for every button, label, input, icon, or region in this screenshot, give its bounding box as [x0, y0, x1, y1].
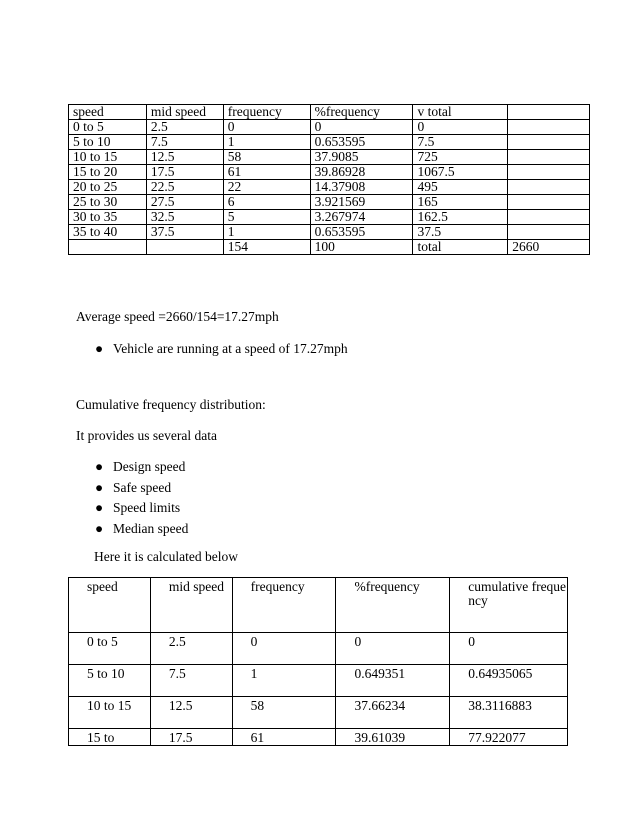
table-cell: 0 to 5 — [69, 120, 147, 135]
table-header-cell: %frequency — [336, 578, 450, 633]
table-cell: 10 to 15 — [69, 697, 151, 729]
table-cell: 3.267974 — [310, 210, 413, 225]
table-cell: 495 — [413, 180, 508, 195]
table-cell: 7.5 — [150, 665, 232, 697]
cumulative-heading: Cumulative frequency distribution: — [76, 397, 266, 412]
data-bullet-list — [95, 457, 188, 540]
table-cell: 3.921569 — [310, 195, 413, 210]
table-cell: 17.5 — [146, 165, 223, 180]
table-cell: 20 to 25 — [69, 180, 147, 195]
table-cell: 37.9085 — [310, 150, 413, 165]
table-cell: 38.3116883 — [450, 697, 568, 729]
cumulative-table-body — [69, 578, 568, 746]
bullet-icon: ● — [95, 479, 104, 495]
table-cell: 0.653595 — [310, 225, 413, 240]
table-cell: 15 to — [69, 729, 151, 746]
table-header-cell: speed — [69, 105, 147, 120]
table-cell: 2.5 — [146, 120, 223, 135]
table-cell: 100 — [310, 240, 413, 255]
table-cell: 0 — [450, 633, 568, 665]
table-cell: 25 to 30 — [69, 195, 147, 210]
table-cell: 12.5 — [150, 697, 232, 729]
table-cell: 6 — [223, 195, 310, 210]
table-cell: 0.653595 — [310, 135, 413, 150]
calculated-line: Here it is calculated below — [94, 549, 238, 564]
table-cell: 2660 — [508, 240, 590, 255]
table-cell: 35 to 40 — [69, 225, 147, 240]
list-item-text: Design speed — [113, 459, 186, 474]
list-item — [95, 478, 188, 499]
table-cell: 5 to 10 — [69, 665, 151, 697]
table-cell: 2.5 — [150, 633, 232, 665]
list-item-text: Safe speed — [113, 479, 172, 495]
table-cell: 1 — [223, 135, 310, 150]
list-item-text: Vehicle are running at a speed of 17.27mph — [113, 341, 348, 356]
table-cell: 17.5 — [150, 729, 232, 746]
table-header-cell: mid speed — [146, 105, 223, 120]
table-cell — [508, 150, 590, 165]
table-header-cell: speed — [69, 578, 151, 633]
table-cell: 0.649351 — [336, 665, 450, 697]
list-item — [95, 519, 188, 540]
table-cell: 165 — [413, 195, 508, 210]
list-item-text: Median speed — [113, 521, 189, 537]
bullet-icon: ● — [95, 521, 104, 537]
table-cell: 0 to 5 — [69, 633, 151, 665]
list-item — [95, 498, 188, 519]
table-cell: 39.61039 — [336, 729, 450, 746]
table-header-cell — [508, 105, 590, 120]
table-header-cell: mid speed — [150, 578, 232, 633]
table-cell: 10 to 15 — [69, 150, 147, 165]
table-cell: 0 — [413, 120, 508, 135]
table-cell — [508, 195, 590, 210]
table-cell: 39.86928 — [310, 165, 413, 180]
table-cell: 77.922077 — [450, 729, 568, 746]
table-header-cell: frequency — [232, 578, 336, 633]
provides-line: It provides us several data — [76, 428, 217, 443]
table-cell: 725 — [413, 150, 508, 165]
table-cell: 154 — [223, 240, 310, 255]
table-cell: 15 to 20 — [69, 165, 147, 180]
table-cell: 58 — [223, 150, 310, 165]
average-bullet-list — [95, 339, 348, 360]
table-header-row — [69, 578, 568, 633]
list-item — [95, 457, 188, 478]
table-row — [69, 135, 590, 150]
table-row — [69, 240, 590, 255]
bullet-icon: ● — [95, 341, 104, 356]
list-item-text: Speed limits — [113, 500, 181, 516]
table-cell — [508, 210, 590, 225]
table-cell: 1 — [232, 665, 336, 697]
table-cell: 27.5 — [146, 195, 223, 210]
table-header-cell: frequency — [223, 105, 310, 120]
table-row — [69, 165, 590, 180]
table-row — [69, 180, 590, 195]
table-cell: total — [413, 240, 508, 255]
table-row — [69, 195, 590, 210]
table-cell — [508, 180, 590, 195]
table-cell: 37.66234 — [336, 697, 450, 729]
table-header-row — [69, 105, 590, 120]
table-cell — [508, 165, 590, 180]
table-cell: 37.5 — [413, 225, 508, 240]
table-cell: 22.5 — [146, 180, 223, 195]
table-cell — [508, 120, 590, 135]
table-cell: 0 — [310, 120, 413, 135]
table-row — [69, 225, 590, 240]
table-cell: 7.5 — [413, 135, 508, 150]
table-cell: 22 — [223, 180, 310, 195]
table-cell: 5 — [223, 210, 310, 225]
table-row — [69, 210, 590, 225]
table-cell: 0 — [232, 633, 336, 665]
table-row — [69, 633, 568, 665]
bullet-icon: ● — [95, 500, 104, 516]
cumulative-frequency-table — [68, 577, 568, 746]
table-cell: 1067.5 — [413, 165, 508, 180]
table-cell: 61 — [223, 165, 310, 180]
table-row — [69, 665, 568, 697]
table-cell: 32.5 — [146, 210, 223, 225]
table-cell: 61 — [232, 729, 336, 746]
table-cell: 0 — [223, 120, 310, 135]
table-cell: 30 to 35 — [69, 210, 147, 225]
bullet-icon: ● — [95, 459, 104, 474]
table-row — [69, 729, 568, 746]
table-cell: 7.5 — [146, 135, 223, 150]
table-cell: 1 — [223, 225, 310, 240]
speed-table-body — [69, 105, 590, 255]
average-speed-line: Average speed =2660/154=17.27mph — [76, 309, 279, 324]
table-cell: 162.5 — [413, 210, 508, 225]
table-cell — [508, 135, 590, 150]
table-header-cell: %frequency — [310, 105, 413, 120]
table-cell: 12.5 — [146, 150, 223, 165]
table-cell: 0.64935065 — [450, 665, 568, 697]
table-header-cell: v total — [413, 105, 508, 120]
table-cell: 5 to 10 — [69, 135, 147, 150]
speed-frequency-table — [68, 104, 590, 255]
table-row — [69, 150, 590, 165]
table-cell: 37.5 — [146, 225, 223, 240]
table-cell — [69, 240, 147, 255]
table-cell — [146, 240, 223, 255]
table-cell — [508, 225, 590, 240]
table-header-cell: cumulative frequency — [450, 578, 568, 633]
table-row — [69, 120, 590, 135]
table-row — [69, 697, 568, 729]
list-item — [95, 339, 348, 360]
table-cell: 14.37908 — [310, 180, 413, 195]
table-cell: 0 — [336, 633, 450, 665]
table-cell: 58 — [232, 697, 336, 729]
